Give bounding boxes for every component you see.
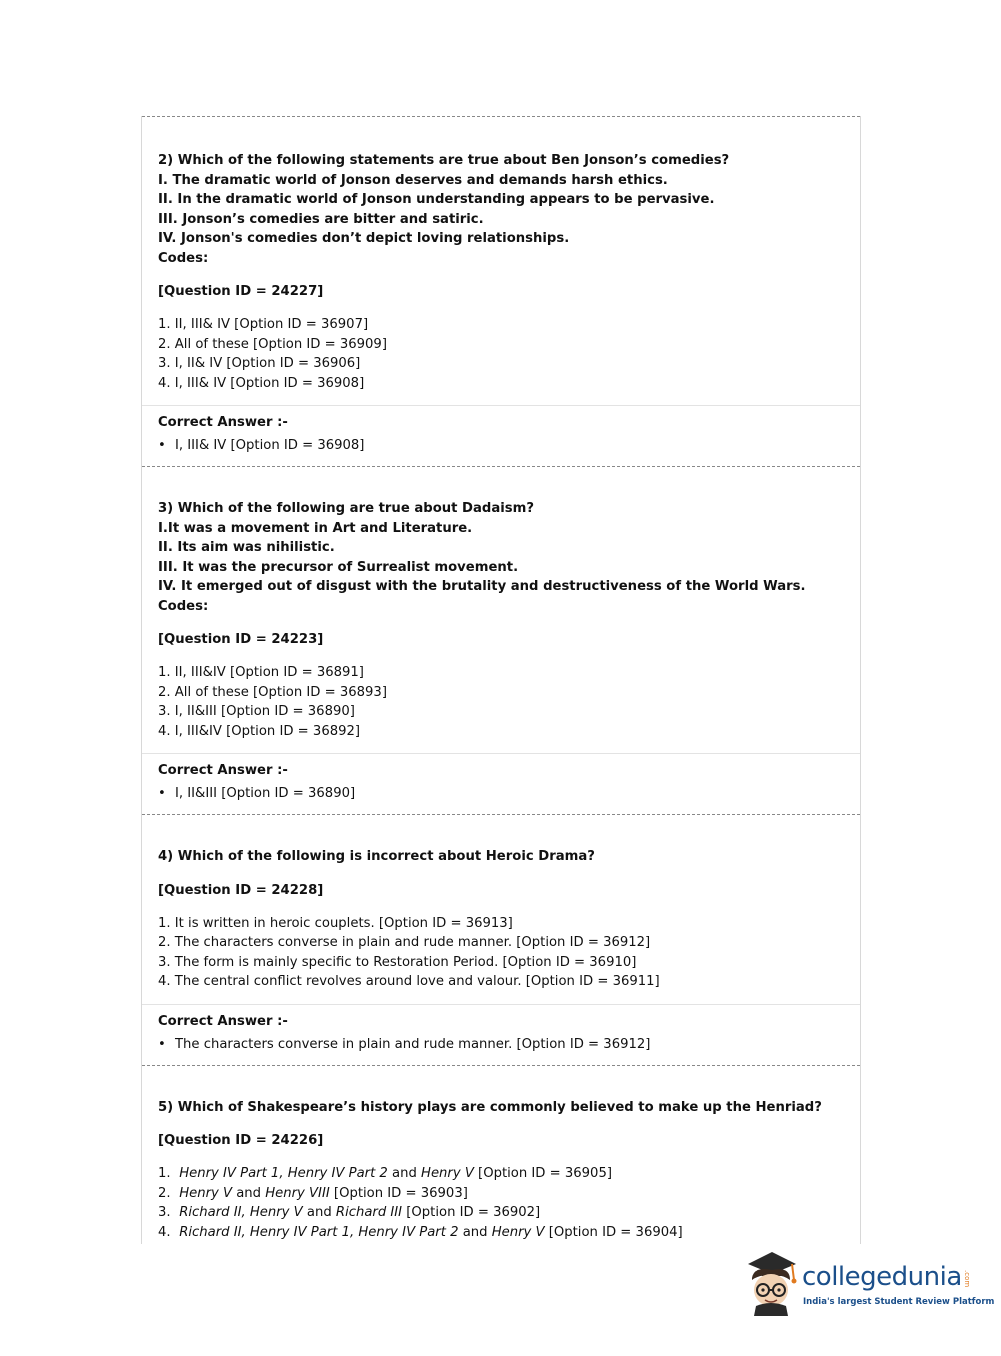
option-item: 1. II, III&IV [Option ID = 36891] bbox=[158, 665, 364, 680]
statement-line: IV. Jonson's comedies don’t depict loving relationships. bbox=[158, 231, 570, 246]
bullet-icon: • bbox=[158, 786, 166, 801]
question-block-3 bbox=[142, 466, 860, 814]
question-text: 3) Which of the following are true about Dadaism? bbox=[158, 501, 534, 516]
option-item: 3. The form is mainly specific to Restoration Period. [Option ID = 36910] bbox=[158, 954, 637, 970]
brand-tagline: India's largest Student Review Platform bbox=[803, 1297, 995, 1307]
option-item: 4. Richard II, Henry IV Part 1, Henry IV Part 2 and Henry V [Option ID = 36904] bbox=[158, 1224, 683, 1240]
option-item: 2. Henry V and Henry VIII [Option ID = 36903] bbox=[158, 1185, 468, 1201]
option-item: 3. I, II&III [Option ID = 36890] bbox=[158, 704, 355, 719]
statement-line: I. The dramatic world of Jonson deserves and demands harsh ethics. bbox=[158, 172, 668, 188]
correct-answer-section bbox=[142, 405, 860, 466]
options-list bbox=[158, 914, 844, 992]
question-block-5 bbox=[142, 1065, 860, 1245]
bullet-icon: • bbox=[158, 438, 166, 453]
question-id: [Question ID = 24227] bbox=[158, 284, 324, 299]
option-item: 1. It is written in heroic couplets. [Option ID = 36913] bbox=[158, 915, 513, 931]
statement-line: III. It was the precursor of Surrealist movement. bbox=[158, 559, 519, 575]
options-list bbox=[158, 315, 844, 393]
correct-answer-label: Correct Answer :- bbox=[158, 415, 288, 430]
question-id: [Question ID = 24228] bbox=[158, 882, 324, 898]
correct-answer-value: • I, III& IV [Option ID = 36908] bbox=[158, 436, 844, 456]
correct-answer-section bbox=[142, 753, 860, 814]
option-item: 2. The characters converse in plain and rude manner. [Option ID = 36912] bbox=[158, 935, 651, 950]
statement-line: II. Its aim was nihilistic. bbox=[158, 540, 335, 555]
option-item: 1. Henry IV Part 1, Henry IV Part 2 and Henry V [Option ID = 36905] bbox=[158, 1166, 612, 1181]
brand-com: .com bbox=[963, 1270, 971, 1288]
option-item: 3. Richard II, Henry V and Richard III [Option ID = 36902] bbox=[158, 1205, 541, 1220]
statement-line: III. Jonson’s comedies are bitter and satiric. bbox=[158, 211, 484, 227]
question-text: 5) Which of Shakespeare’s history plays are commonly believed to make up the Henriad? bbox=[158, 1099, 822, 1115]
correct-answer-label: Correct Answer :- bbox=[158, 1013, 288, 1029]
question-text: 4) Which of the following is incorrect about Heroic Drama? bbox=[158, 849, 595, 864]
options-list bbox=[158, 663, 844, 741]
codes-label: Codes: bbox=[158, 598, 209, 614]
option-item: 4. The central conflict revolves around love and valour. [Option ID = 36911] bbox=[158, 974, 660, 989]
question-block-4 bbox=[142, 814, 860, 1065]
correct-answer-label: Correct Answer :- bbox=[158, 763, 288, 778]
brand-name: collegedunia bbox=[802, 1262, 962, 1292]
option-item: 4. I, III&IV [Option ID = 36892] bbox=[158, 723, 361, 739]
correct-answer-value: • I, II&III [Option ID = 36890] bbox=[158, 784, 844, 804]
question-text: 2) Which of the following statements are true about Ben Jonson’s comedies? bbox=[158, 153, 730, 168]
statement-line: II. In the dramatic world of Jonson understanding appears to be pervasive. bbox=[158, 192, 715, 207]
question-paper bbox=[141, 116, 861, 1244]
statement-line: IV. It emerged out of disgust with the brutality and destructiveness of the World Wars. bbox=[158, 579, 806, 594]
option-item: 4. I, III& IV [Option ID = 36908] bbox=[158, 375, 365, 391]
correct-answer-section bbox=[142, 1004, 860, 1065]
codes-label: Codes: bbox=[158, 250, 209, 266]
correct-answer-value: • The characters converse in plain and rude manner. [Option ID = 36912] bbox=[158, 1035, 844, 1055]
option-item: 2. All of these [Option ID = 36893] bbox=[158, 684, 387, 700]
question-id: [Question ID = 24226] bbox=[158, 1133, 324, 1148]
statement-line: I.It was a movement in Art and Literature. bbox=[158, 520, 473, 536]
option-item: 1. II, III& IV [Option ID = 36907] bbox=[158, 317, 369, 332]
mascot-icon bbox=[742, 1250, 800, 1316]
options-list bbox=[158, 1164, 844, 1242]
option-item: 2. All of these [Option ID = 36909] bbox=[158, 336, 387, 352]
bullet-icon: • bbox=[158, 1036, 166, 1052]
question-block-2 bbox=[142, 116, 860, 466]
collegedunia-logo[interactable] bbox=[742, 1250, 995, 1320]
question-id: [Question ID = 24223] bbox=[158, 632, 324, 647]
option-item: 3. I, II& IV [Option ID = 36906] bbox=[158, 356, 361, 371]
